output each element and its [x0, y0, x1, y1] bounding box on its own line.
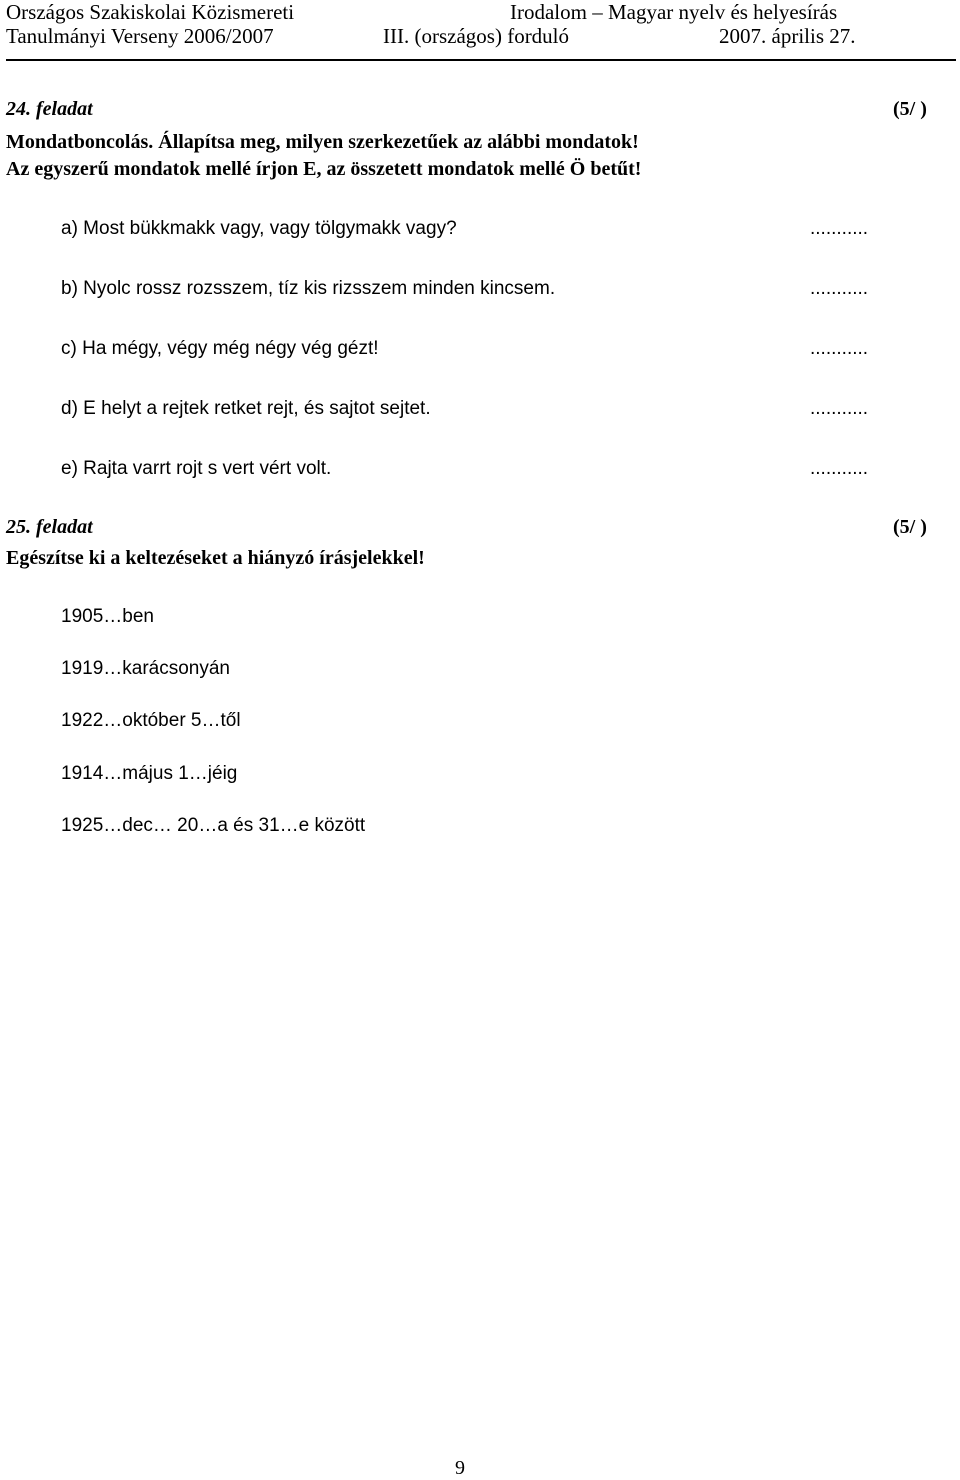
answer-blank-c[interactable]: ...........: [810, 338, 869, 359]
sentence-a: a) Most bükkmakk vagy, vagy tölgymakk vagy?: [61, 218, 457, 239]
answer-blank-b[interactable]: ...........: [810, 278, 869, 299]
task-25-score: (5/ ): [893, 516, 927, 538]
header-competition-year: Tanulmányi Verseny 2006/2007: [6, 24, 274, 48]
task-24-instruction-line-1: Mondatboncolás. Állapítsa meg, milyen szerkezetűek az alábbi mondatok!: [6, 131, 639, 153]
sentence-b: b) Nyolc rossz rozsszem, tíz kis rizsszem minden kincsem.: [61, 278, 556, 299]
answer-blank-d[interactable]: ...........: [810, 398, 869, 419]
task-24-score: (5/ ): [893, 98, 927, 120]
date-1914[interactable]: 1914…május 1…jéig: [61, 763, 238, 784]
date-1925[interactable]: 1925…dec… 20…a és 31…e között: [61, 815, 366, 836]
header-divider: [6, 59, 956, 61]
date-1919[interactable]: 1919…karácsonyán: [61, 658, 230, 679]
sentence-d: d) E helyt a rejtek retket rejt, és sajtot sejtet.: [61, 398, 431, 419]
header-date: 2007. április 27.: [719, 24, 856, 48]
header-subject: Irodalom – Magyar nyelv és helyesírás: [510, 0, 838, 24]
date-1905[interactable]: 1905…ben: [61, 606, 154, 627]
task-24-title: 24. feladat: [6, 98, 93, 120]
task-24-instruction-line-2: Az egyszerű mondatok mellé írjon E, az összetett mondatok mellé Ö betűt!: [6, 158, 642, 180]
sentence-e: e) Rajta varrt rojt s vert vért volt.: [61, 458, 332, 479]
task-25-instruction: Egészítse ki a keltezéseket a hiányzó írásjelekkel!: [6, 547, 425, 569]
header-competition-name: Országos Szakiskolai Közismereti: [6, 0, 295, 24]
header-round: III. (országos) forduló: [383, 24, 570, 48]
page-number: 9: [455, 1457, 465, 1479]
task-25-title: 25. feladat: [6, 516, 93, 538]
sentence-c: c) Ha mégy, végy még négy vég gézt!: [61, 338, 379, 359]
answer-blank-a[interactable]: ...........: [810, 218, 869, 239]
date-1922[interactable]: 1922…október 5…től: [61, 710, 241, 731]
answer-blank-e[interactable]: ...........: [810, 458, 869, 479]
